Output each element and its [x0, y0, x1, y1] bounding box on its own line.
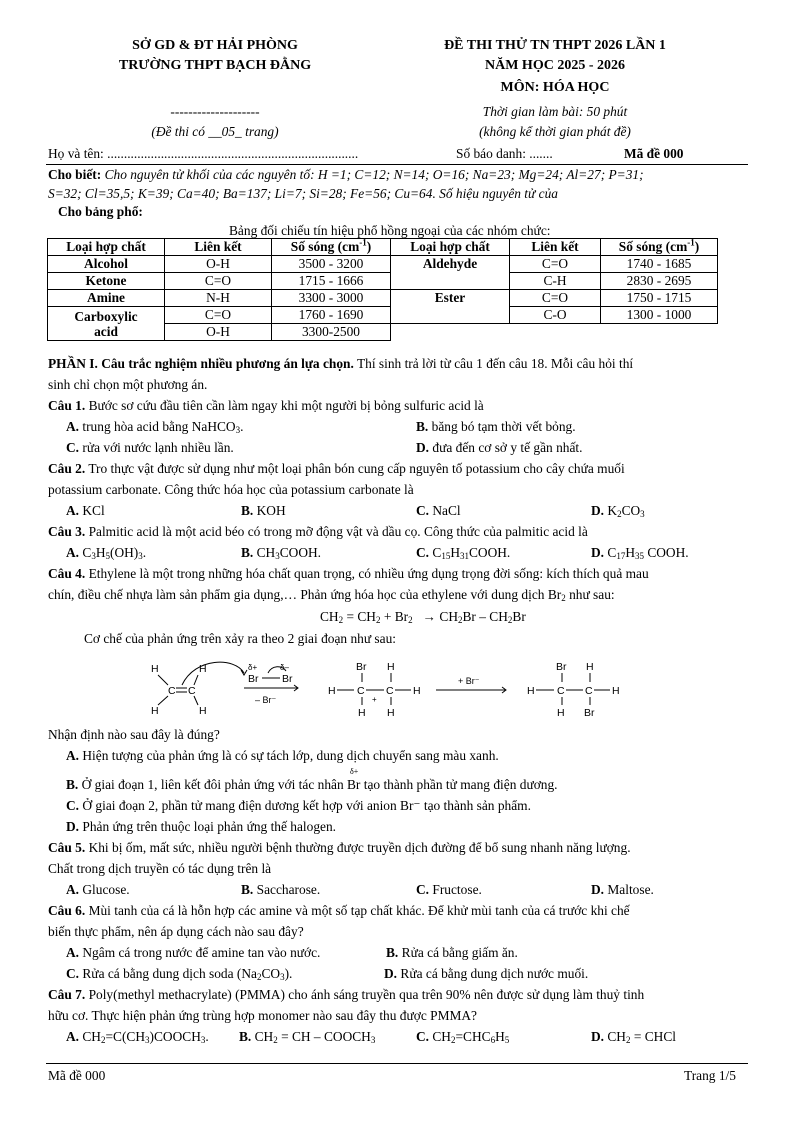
minus-br: – Br⁻: [255, 695, 277, 705]
part1-intro: PHẦN I. Câu trắc nghiệm nhiều phương án lựa chọn. Thí sinh trả lời từ câu 1 đến câu 18. Mỗi câu hỏi thí: [48, 356, 634, 371]
mech-h: H: [151, 663, 159, 675]
exam-code: Mã đề 000: [624, 146, 684, 161]
table-row: Alcohol O-H 3500 - 3200 Aldehyde C=O 1740 - 1685: [48, 256, 718, 273]
q6-option-b[interactable]: B. Rửa cá bằng giấm ăn.: [386, 945, 518, 960]
question-3: Câu 3. Palmitic acid là một acid béo có trong mỡ động vật và dầu cọ. Công thức của palmitic acid là: [48, 524, 588, 539]
footer-exam-code: Mã đề 000: [48, 1068, 106, 1083]
question-7: Câu 7. Poly(methyl methacrylate) (PMMA) cho ánh sáng truyền qua trên 90% nên được sử dụng làm thuỷ tinh: [48, 987, 645, 1002]
mech-h: H: [586, 661, 594, 673]
q7-option-d[interactable]: D. $CH_2$ = CHCl: [591, 1029, 676, 1045]
mech-c: C: [188, 685, 196, 697]
mech-c: C: [557, 685, 565, 697]
pages-note: (Đề thi có __05_ trang): [151, 124, 279, 139]
q2-option-d[interactable]: D. $K_2CO_3$: [591, 503, 645, 519]
school-year: NĂM HỌC 2025 - 2026: [485, 58, 625, 73]
student-name-field: Họ và tên: ...........................................................................: [48, 146, 359, 161]
delta-plus: δ+: [248, 663, 258, 672]
exam-time: Thời gian làm bài: 50 phút: [482, 104, 628, 119]
mech-c: C: [168, 685, 176, 697]
mech-h: H: [199, 705, 207, 717]
mechanism-diagram: [140, 655, 640, 727]
question-4: Câu 4. Ethylene là một trong những hóa chất quan trọng, có nhiều ứng dụng trọng đời sống: kích thích quả mau: [48, 566, 649, 581]
question-2: Câu 2. Tro thực vật được sử dụng như một loại phân bón cung cấp nguyên tố potassium cho cây chứa muối: [48, 461, 625, 476]
bond: [194, 696, 198, 705]
q4-option-a[interactable]: A. Hiện tượng của phản ứng là có sự tách lớp, dung dịch chuyển sang màu xanh.: [66, 748, 499, 763]
q1-option-b[interactable]: B. băng bó tạm thời vết bỏng.: [416, 419, 576, 434]
table-row: O-H 3300-2500: [48, 324, 718, 341]
mech-h: H: [199, 663, 207, 675]
exam-title: ĐỀ THI THỬ TN THPT 2026 LẦN 1: [444, 38, 666, 53]
table-row: Amine N-H 3300 - 3000 Ester C=O 1750 - 1715: [48, 290, 718, 307]
question-4-ask: Nhận định nào sau đây là đúng?: [48, 727, 220, 742]
department-name: SỞ GD & ĐT HẢI PHÒNG: [132, 38, 298, 53]
q3-option-a[interactable]: A. $C_3H_5(OH)_3$.: [66, 545, 147, 561]
page-number: Trang 1/5: [684, 1068, 736, 1083]
part1-intro-2: sinh chỉ chọn một phương án.: [48, 377, 208, 392]
question-6: Câu 6. Mùi tanh của cá là hỗn hợp các amine và một số tạp chất khác. Để khử mùi tanh của cá trước khi chế: [48, 903, 630, 918]
question-5: Câu 5. Khi bị ốm, mất sức, nhiều người bệnh thường được truyền dịch đường để bổ sung nhanh năng lượng.: [48, 840, 631, 855]
mech-h: H: [557, 707, 565, 719]
mech-h: H: [387, 661, 395, 673]
question-6-line-2: biến thực phẩm, nên áp dụng cách nào sau đây?: [48, 924, 304, 939]
mech-h: H: [387, 707, 395, 719]
mechanism-intro: Cơ chế của phản ứng trên xảy ra theo 2 giai đoạn như sau:: [84, 631, 397, 646]
mech-h: H: [527, 685, 535, 697]
bond: [158, 696, 168, 705]
student-number-field: Số báo danh: .......: [456, 146, 553, 161]
q7-option-a[interactable]: A. $CH_2=C(CH_3)COOCH_3$.: [66, 1029, 209, 1045]
mech-h: H: [413, 685, 421, 697]
q5-option-a[interactable]: A. Glucose.: [66, 882, 130, 897]
mech-c: C: [357, 685, 365, 697]
q6-option-a[interactable]: A. Ngâm cá trong nước để amine tan vào nước.: [66, 945, 321, 960]
mech-c: C: [386, 685, 394, 697]
table-title: Bảng đối chiếu tín hiệu phổ hồng ngoại của các nhóm chức:: [229, 223, 551, 238]
question-2-line-2: potassium carbonate. Công thức hóa học của potassium carbonate là: [48, 482, 414, 497]
mech-c: C: [585, 685, 593, 697]
footer-divider: [46, 1063, 748, 1064]
q4-option-b[interactable]: B. Ở giai đoạn 1, liên kết đôi phản ứng với tác nhân δ+ Br tạo thành phần tử mang điện dương.: [66, 767, 558, 792]
bond: [158, 675, 168, 685]
question-4-line-2: chín, điều chế nhựa làm sản phẩm gia dụng,… Phản ứng hóa học của ethylene với dung dịch $Br_2$ như sau:: [48, 587, 615, 603]
q7-option-c[interactable]: C. $CH_2=CHC_6H_5$: [416, 1029, 510, 1045]
q2-option-c[interactable]: C. NaCl: [416, 503, 461, 518]
mech-plus: +: [372, 695, 377, 704]
mech-br: Br: [584, 707, 595, 719]
mech-h: H: [328, 685, 336, 697]
table-row: Ketone C=O 1715 - 1666 C-H 2830 - 2695: [48, 273, 718, 290]
school-name: TRƯỜNG THPT BẠCH ĐẰNG: [118, 58, 312, 73]
q2-option-a[interactable]: A. KCl: [66, 503, 105, 518]
q4-option-d[interactable]: D. Phản ứng trên thuộc loại phản ứng thế halogen.: [66, 819, 337, 834]
q2-option-b[interactable]: B. KOH: [241, 503, 286, 518]
bond: [194, 675, 198, 685]
electron-arrow: [182, 662, 244, 685]
delta-minus: δ–: [280, 663, 289, 672]
dashes: --------------------: [170, 104, 260, 119]
q5-option-d[interactable]: D. Maltose.: [591, 882, 654, 897]
mech-h: H: [151, 705, 159, 717]
mech-br: Br: [556, 661, 567, 673]
reaction-equation: $CH_2 = CH_2 + Br_2 \to CH_2Br - CH_2Br$: [320, 609, 526, 625]
q1-option-a[interactable]: A. trung hòa acid bằng NaHCO$_3$.: [66, 419, 244, 435]
given-line-1: Cho biết: Cho nguyên tử khối của các nguyên tố: H =1; C=12; N=14; O=16; Na=23; Mg=24; Al=27; P=31;: [48, 167, 644, 182]
mech-br: Br: [282, 673, 293, 685]
given-line-2: S=32; Cl=35,5; K=39; Ca=40; Ba=137; Li=7; Si=28; Fe=56; Cu=64. Số hiệu nguyên tử của: [48, 186, 559, 201]
mech-h: H: [612, 685, 620, 697]
plus-br: + Br⁻: [458, 676, 480, 686]
question-7-line-2: hữu cơ. Thực hiện phản ứng trùng hợp monomer nào sau đây thu được PMMA?: [48, 1008, 477, 1023]
q3-option-c[interactable]: C. $C_{15}H_{31}COOH$.: [416, 545, 511, 561]
spectrum-label: Cho bảng phổ:: [58, 204, 143, 219]
question-5-line-2: Chất trong dịch truyền có tác dụng trên là: [48, 861, 272, 876]
mech-br: Br: [248, 673, 259, 685]
q5-option-b[interactable]: B. Saccharose.: [241, 882, 321, 897]
header-divider: [46, 164, 748, 165]
q3-option-d[interactable]: D. $C_{17}H_{35}$ COOH.: [591, 545, 689, 561]
q4-option-c[interactable]: C. Ở giai đoạn 2, phần tử mang điện dương kết hợp với anion Br⁻ tạo thành sản phẩm.: [66, 798, 531, 813]
delta-reagent-mark: δ+: [350, 767, 359, 776]
subject: MÔN: HÓA HỌC: [500, 80, 610, 95]
mech-br: Br: [356, 661, 367, 673]
q1-option-c[interactable]: C. rửa với nước lạnh nhiều lần.: [66, 440, 234, 455]
q5-option-c[interactable]: C. Fructose.: [416, 882, 482, 897]
mech-h: H: [358, 707, 366, 719]
q7-option-b[interactable]: B. $CH_2$ = CH – $COOCH_3$: [239, 1029, 376, 1045]
q6-option-c[interactable]: C. Rửa cá bằng dung dịch soda $(Na_2CO_3)$.: [66, 966, 293, 982]
question-1: Câu 1. Bước sơ cứu đầu tiên cần làm ngay khi một người bị bỏng sulfuric acid là: [48, 398, 484, 413]
q6-option-d[interactable]: D. Rửa cá bằng dung dịch nước muối.: [384, 966, 589, 981]
ir-spectrum-table: Loại hợp chất Liên kết Số sóng $(cm^{-1})$ Loại hợp chất Liên kết Số sóng $(cm^{-1})$ Alcohol O-H 3500 - 3200 Aldehyde C=O 1740 - 1685 Ketone C=O 1715 - 1666 C-H 2830 - 2695 Amine N-H 3300 - 3000 Ester C=O 1750 - 1715 Carboxylic acid C=O 1760 - 1690 C-O 1300 - 1000 O-H 3300-2500: [47, 238, 718, 341]
table-row: Carboxylic acid C=O 1760 - 1690 C-O 1300 - 1000: [48, 307, 718, 324]
time-note: (không kể thời gian phát đề): [479, 124, 631, 139]
q3-option-b[interactable]: B. $CH_3COOH$.: [241, 545, 322, 561]
q1-option-d[interactable]: D. đưa đến cơ sở y tế gần nhất.: [416, 440, 583, 455]
